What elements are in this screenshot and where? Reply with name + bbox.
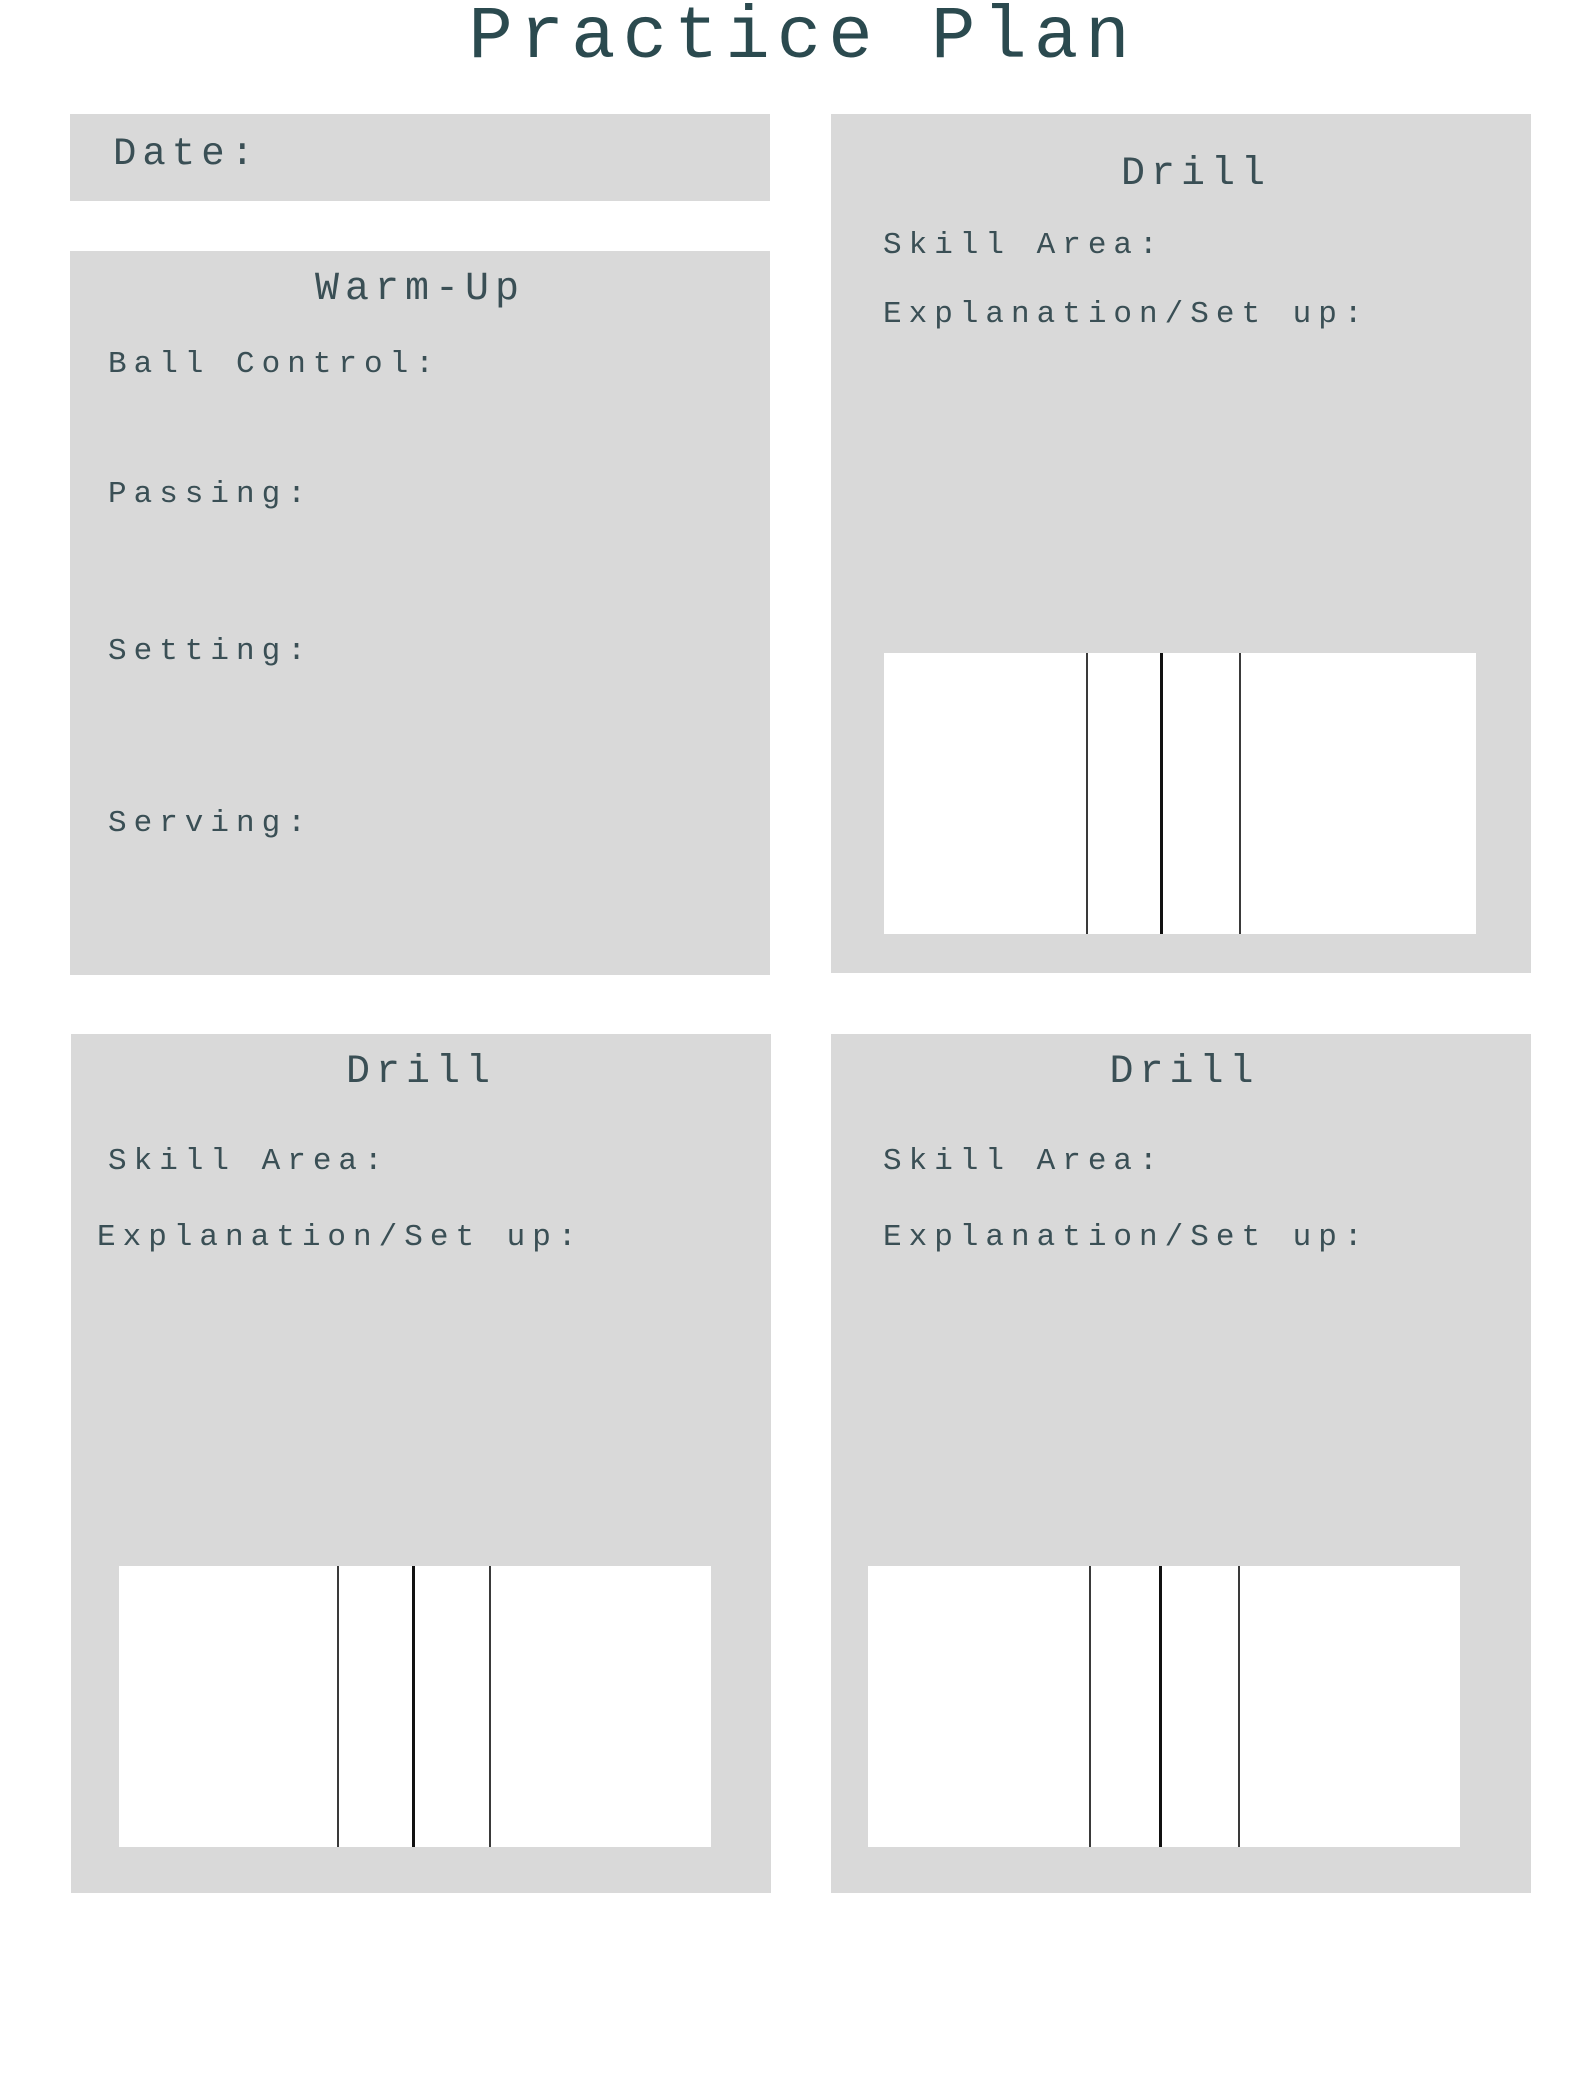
court-attack-line-left (337, 1566, 339, 1847)
court-attack-line-left (1086, 653, 1088, 934)
drill-heading: Drill (1120, 152, 1272, 197)
court-center-line (1159, 1566, 1162, 1847)
court-attack-line-right (1238, 1566, 1240, 1847)
drill-skill-area-label: Skill Area: (883, 1144, 1165, 1179)
drill-heading: Drill (345, 1050, 497, 1095)
court-attack-line-left (1089, 1566, 1091, 1847)
warmup-item-passing: Passing: (108, 477, 313, 512)
drill-skill-area-label: Skill Area: (883, 228, 1165, 263)
warmup-panel (70, 251, 770, 975)
warmup-item-serving: Serving: (108, 806, 313, 841)
drill-panel-1 (831, 114, 1531, 973)
drill-skill-area-label: Skill Area: (108, 1144, 390, 1179)
drill-explanation-label: Explanation/Set up: (883, 1220, 1370, 1255)
page-title: Practice Plan (468, 0, 1137, 80)
court-center-line (1160, 653, 1163, 934)
court-diagram (119, 1566, 711, 1847)
court-diagram (884, 653, 1476, 934)
date-label: Date: (113, 132, 261, 176)
date-panel (70, 114, 770, 201)
drill-explanation-label: Explanation/Set up: (97, 1220, 584, 1255)
court-diagram (868, 1566, 1460, 1847)
warmup-item-ball-control: Ball Control: (108, 347, 441, 382)
court-attack-line-right (1239, 653, 1241, 934)
court-attack-line-right (489, 1566, 491, 1847)
drill-explanation-label: Explanation/Set up: (883, 297, 1370, 332)
warmup-item-setting: Setting: (108, 634, 313, 669)
drill-panel-3 (831, 1034, 1531, 1893)
drill-heading: Drill (1109, 1050, 1260, 1095)
drill-panel-2 (71, 1034, 771, 1893)
court-center-line (412, 1566, 415, 1847)
warmup-heading: Warm-Up (314, 267, 526, 312)
